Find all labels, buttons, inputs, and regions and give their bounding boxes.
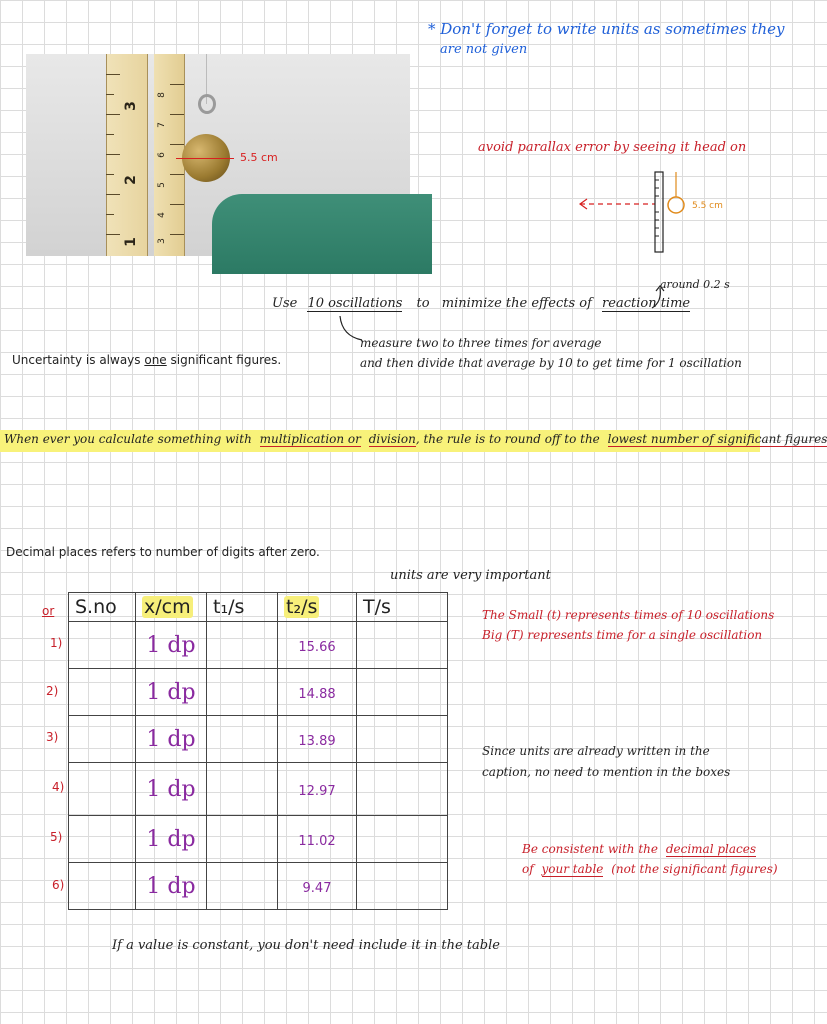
t2-value: 12.97 [298,783,336,799]
t2-value: 14.88 [298,686,336,702]
t2-value: 11.02 [298,833,336,849]
ruler-number: 1 [122,237,139,247]
row-number: 2) [46,684,59,698]
ruler-number: 3 [122,101,139,111]
table-row [69,669,448,716]
row-number: 4) [52,780,65,794]
rounding-rule [4,432,827,446]
to-word: to [416,296,430,311]
header-t2: t₂/s [278,593,357,622]
consistent-note-1 [522,842,756,856]
row-number: 6) [52,878,65,892]
data-table [68,592,448,910]
measurement-line [176,158,234,159]
uncertainty-suffix: significant figures. [170,353,282,367]
x-value: 1 dp [146,776,196,802]
ruler-small-number: 5 [156,182,167,188]
divide-average-note: and then divide that average by 10 to get time for 1 oscillation [360,356,742,370]
x-value: 1 dp [146,726,196,752]
reaction-time: reaction time [602,296,691,311]
rule-part2: , the rule is to round off to the [415,432,600,446]
rule-lowest-sf: lowest number of significant figures [607,432,827,446]
use-word: Use [272,296,298,311]
units-written-note-1: Since units are already written in the [482,744,710,758]
rule-multiplication: multiplication or [259,432,361,446]
header-t1: t₁/s [207,593,278,622]
x-value: 1 dp [146,679,196,705]
uncertainty-prefix: Uncertainty is always [12,353,141,367]
around-time-note: around 0.2 s [660,278,730,291]
consistent-decimal-places: decimal places [665,842,756,856]
header-T: T/s [357,593,448,622]
t2-value: 9.47 [302,880,332,896]
table-row [69,863,448,910]
measurement-label: 5.5 cm [240,151,278,164]
table-row [69,816,448,863]
consistent-suffix: (not the significant figures) [611,862,778,876]
row-number: 3) [46,730,59,744]
pendulum-hook [198,94,216,114]
big-t-note: Big (T) represents time for a single oscillation [482,628,763,642]
consistent-note-2 [522,862,778,876]
ruler-number: 2 [122,175,139,185]
row-number: 5) [50,830,63,844]
ruler-large [106,54,148,256]
units-reminder-line2: are not given [440,42,528,57]
measure-average-note: measure two to three times for average [360,336,602,350]
x-value: 1 dp [146,873,196,899]
ruler-small-number: 8 [156,92,167,98]
consistent-your-table: your table [541,862,604,876]
table-row [69,622,448,669]
row-number: 1) [50,636,63,650]
uncertainty-emph: one [144,353,167,367]
ruler-small-number: 6 [156,152,167,158]
header-sno: S.no [69,593,136,622]
uncertainty-note [12,353,281,367]
ten-oscillations: 10 oscillations [307,296,403,311]
small-t-note: The Small (t) represents times of 10 oscillations [482,608,775,622]
units-reminder-line1: * Don't forget to write units as sometimes they [428,20,785,38]
x-value: 1 dp [146,632,196,658]
ruler-small-number: 4 [156,212,167,218]
consistent-prefix: Be consistent with the [522,842,658,856]
table-row [69,716,448,763]
consistent-of: of [522,862,534,876]
green-cloth [212,194,432,274]
minimize-text: minimize the effects of [441,296,592,311]
constant-value-note: If a value is constant, you don't need include it in the table [112,938,500,953]
or-label: or [42,604,55,618]
oscillation-line [272,296,690,311]
table-row [69,763,448,816]
parallax-diagram [575,168,725,258]
pendulum-photo [26,54,410,256]
t2-value: 13.89 [298,733,336,749]
ruler-small-number: 3 [156,238,167,244]
table-header-row [69,593,448,622]
header-x: x/cm [136,593,207,622]
x-value: 1 dp [146,826,196,852]
decimal-places-note: Decimal places refers to number of digits after zero. [6,545,320,559]
rule-part1: When ever you calculate something with [4,432,252,446]
parallax-diagram-label: 5.5 cm [692,201,723,211]
units-important-note: units are very important [390,568,551,583]
rule-division: division [368,432,416,446]
ruler-small-number: 7 [156,122,167,128]
units-written-note-2: caption, no need to mention in the boxes [482,765,731,779]
t2-value: 15.66 [298,639,336,655]
parallax-note: avoid parallax error by seeing it head on [478,140,747,155]
